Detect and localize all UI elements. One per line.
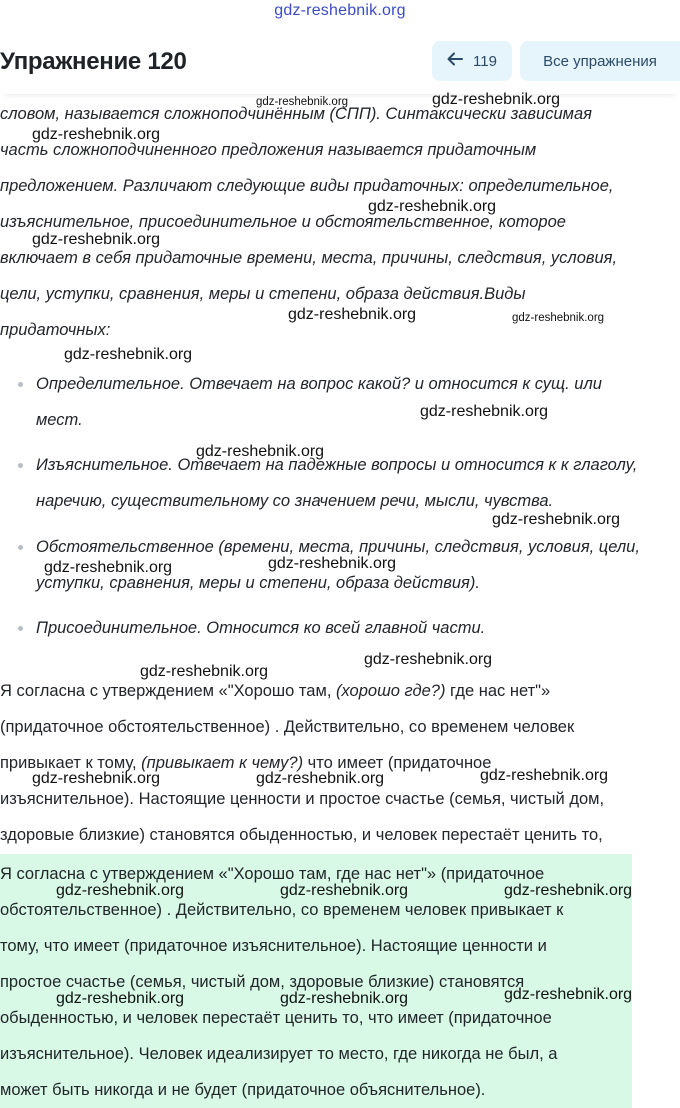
example-line: изъяснительное). Настоящие ценности и простое счастье (семья, чистый дом, — [0, 790, 605, 808]
list-item: Присоединительное. Относится ко всей главной части. — [36, 619, 486, 637]
example-line: здоровые близкие) становятся обыденностью, и человек перестаёт ценить то, — [0, 826, 603, 844]
watermark: gdz-reshebnik.org — [268, 555, 397, 572]
theory-line: изъяснительное, присоединительное и обстоятельственное, которое — [0, 213, 566, 231]
list-item: мест. — [36, 411, 83, 429]
watermark: gdz-reshebnik.org — [32, 770, 161, 787]
watermark: gdz-reshebnik.org — [280, 990, 409, 1007]
watermark: gdz-reshebnik.org — [480, 767, 609, 784]
watermark: gdz-reshebnik.org — [364, 651, 493, 668]
watermark: gdz-reshebnik.org — [44, 559, 173, 576]
watermark: gdz-reshebnik.org — [492, 511, 621, 528]
watermark: gdz-reshebnik.org — [504, 986, 633, 1003]
watermark: gdz-reshebnik.org — [32, 231, 161, 248]
list-item: Изъяснительное. Отвечает на падежные вопросы и относится к к глаголу, — [36, 456, 638, 474]
example-line: привыкает к тому, (привыкает к чему?) что имеет (придаточное — [0, 754, 492, 772]
theory-line: цели, уступки, сравнения, меры и степени, образа действия.Виды — [0, 285, 526, 303]
answer-line: обстоятельственное) . Действительно, со временем человек привыкает к — [0, 901, 564, 919]
answer-line: простое счастье (семья, чистый дом, здоровые близкие) становятся — [0, 973, 525, 991]
answer-line: может быть никогда и не будет (придаточное объяснительное). — [0, 1081, 486, 1099]
theory-line: включает в себя придаточные времени, места, причины, следствия, условия, — [0, 249, 618, 267]
page-title: Упражнение 120 — [0, 48, 187, 75]
previous-exercise-button[interactable] — [432, 41, 512, 81]
theory-line: придаточных: — [0, 321, 111, 339]
theory-line: часть сложноподчиненного предложения называется придаточным — [0, 141, 537, 159]
watermark: gdz-reshebnik.org — [280, 882, 409, 899]
site-watermark-top: gdz-reshebnik.org — [274, 2, 406, 19]
example-line: (придаточное обстоятельственное) . Действительно, со временем человек — [0, 718, 575, 736]
watermark: gdz-reshebnik.org — [56, 882, 185, 899]
list-item: Обстоятельственное (времени, места, причины, следствия, условия, цели, — [36, 538, 640, 556]
answer-line: тому, что имеет (придаточное изъяснительное). Настоящие ценности и — [0, 937, 547, 955]
previous-exercise-number: 119 — [473, 52, 497, 70]
watermark: gdz-reshebnik.org — [56, 990, 185, 1007]
watermark: gdz-reshebnik.org — [420, 403, 549, 420]
watermark: gdz-reshebnik.org — [64, 346, 193, 363]
arrow-left-icon — [447, 52, 463, 70]
watermark: gdz-reshebnik.org — [288, 306, 417, 323]
answer-line: изъяснительное). Человек идеализирует то место, где никогда не был, а — [0, 1045, 558, 1063]
theory-line: предложением. Различают следующие виды придаточных: определительное, — [0, 177, 614, 195]
watermark: gdz-reshebnik.org — [196, 443, 325, 460]
watermark: gdz-reshebnik.org — [432, 91, 561, 108]
watermark: gdz-reshebnik.org — [32, 126, 161, 143]
bullet-dot — [18, 545, 23, 550]
example-line: Я согласна с утверждением «"Хорошо там, (хорошо где?) где нас нет"» — [0, 682, 551, 700]
watermark: gdz-reshebnik.org — [368, 198, 497, 215]
list-item: наречию, существительному со значением речи, мысли, чувства. — [36, 492, 554, 510]
list-item: уступки, сравнения, меры и степени, образа действия). — [36, 574, 480, 592]
watermark: gdz-reshebnik.org — [512, 312, 605, 324]
answer-line: обыденностью, и человек перестаёт ценить то, что имеет (придаточное — [0, 1009, 552, 1027]
bullet-dot — [18, 626, 23, 631]
all-exercises-button[interactable]: Все упражнения — [520, 41, 680, 81]
watermark: gdz-reshebnik.org — [140, 663, 269, 680]
exercise-header — [0, 30, 680, 94]
bullet-dot — [18, 463, 23, 468]
answer-line: Я согласна с утверждением «"Хорошо там, где нас нет"» (придаточное — [0, 865, 545, 883]
watermark: gdz-reshebnik.org — [256, 96, 349, 108]
bullet-dot — [18, 382, 23, 387]
watermark: gdz-reshebnik.org — [504, 882, 633, 899]
list-item: Определительное. Отвечает на вопрос какой? и относится к сущ. или — [36, 375, 602, 393]
watermark: gdz-reshebnik.org — [256, 770, 385, 787]
theory-line: словом, называется сложноподчинённым (СПП). Синтаксически зависимая — [0, 105, 592, 123]
